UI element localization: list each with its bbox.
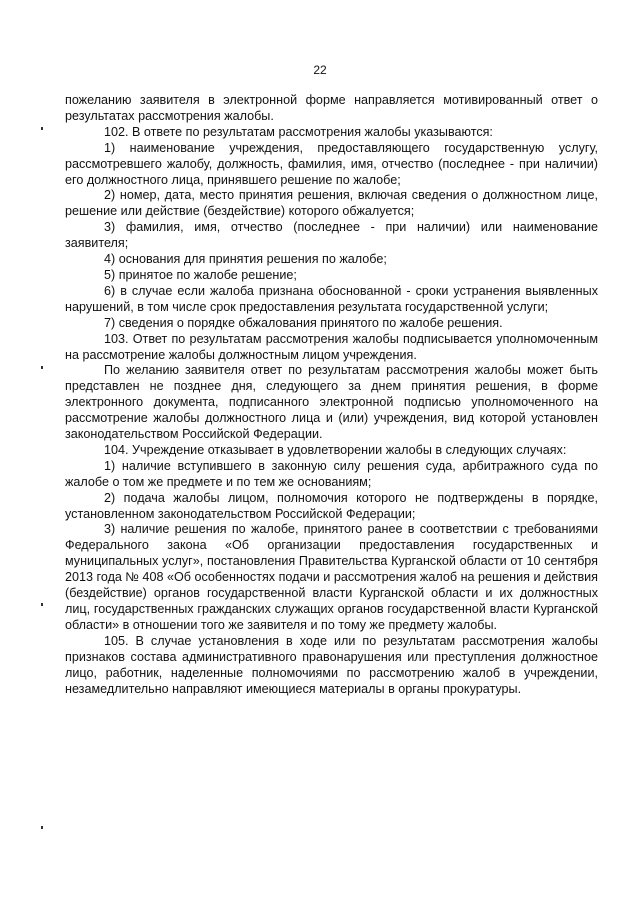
paragraph: 104. Учреждение отказывает в удовлетворении жалобы в следующих случаях: xyxy=(104,442,567,457)
scan-mark xyxy=(41,603,43,606)
paragraph: По желанию заявителя ответ по результатам рассмотрения жалобы может быть представлен не позднее дня, следующего за днем принятия решения, в форме электронного документа, подписанного электронной подписью уполномоченного на рассмотрение жалобы должностного лица и (или) учреждения, вид которой установлен законодательством Российской Федерации. xyxy=(65,363,598,442)
paragraph: 102. В ответе по результатам рассмотрения жалобы указываются: xyxy=(104,124,493,139)
paragraph: 7) сведения о порядке обжалования принятого по жалобе решения. xyxy=(104,315,503,330)
paragraph: 2) номер, дата, место принятия решения, включая сведения о должностном лице, решение или действие (бездействие) которого обжалуется; xyxy=(65,188,598,219)
scan-mark xyxy=(41,127,43,130)
paragraph: пожеланию заявителя в электронной форме направляется мотивированный ответ о результатах рассмотрения жалобы. xyxy=(65,93,598,123)
paragraph: 3) фамилия, имя, отчество (последнее - при наличии) или наименование заявителя; xyxy=(65,220,598,251)
paragraph: 5) принятое по жалобе решение; xyxy=(104,267,297,282)
scan-mark xyxy=(41,366,43,369)
page-number: 22 xyxy=(313,63,327,77)
paragraph: 3) наличие решения по жалобе, принятого ранее в соответствии с требованиями Федерального закона «Об организации предоставления государственных и муниципальных услуг», постановления Правительства Курганской области от 10 сентября 2013 года № 408 «Об особенностях подачи и рассмотрения жалоб на решения и действия (бездействие) органов государственной власти Курганской области и их должностных лиц, государственных гражданских служащих органов государственной власти Курганской области» в отношении того же заявителя и по тому же предмету жалобы. xyxy=(65,522,598,632)
paragraph: 1) наличие вступившего в законную силу решения суда, арбитражного суда по жалобе о том же предмете и по тем же основаниям; xyxy=(65,458,598,489)
paragraph: 4) основания для принятия решения по жалобе; xyxy=(104,252,387,267)
scan-mark xyxy=(41,826,43,829)
paragraph: 1) наименование учреждения, предоставляющего государственную услугу, рассмотревшего жалобу, должность, фамилия, имя, отчество (последнее - при наличии) его должностного лица, принявшего решение по жалобе; xyxy=(65,140,598,187)
paragraph: 103. Ответ по результатам рассмотрения жалобы подписывается уполномоченным на рассмотрение жалобы должностным лицом учреждения. xyxy=(65,331,598,362)
paragraph: 6) в случае если жалоба признана обоснованной - сроки устранения выявленных нарушений, в том числе срок предоставления результата государственной услуги; xyxy=(65,283,598,314)
paragraph: 2) подача жалобы лицом, полномочия которого не подтверждены в порядке, установленном законодательством Российской Федерации; xyxy=(65,490,598,521)
paragraph: 105. В случае установления в ходе или по результатам рассмотрения жалобы признаков состава административного правонарушения или преступления должностное лицо, работник, наделенные полномочиями по рассмотрению жалоб в учреждении, незамедлительно направляют имеющиеся материалы в органы прокуратуры. xyxy=(65,633,598,696)
document-body xyxy=(65,93,598,697)
